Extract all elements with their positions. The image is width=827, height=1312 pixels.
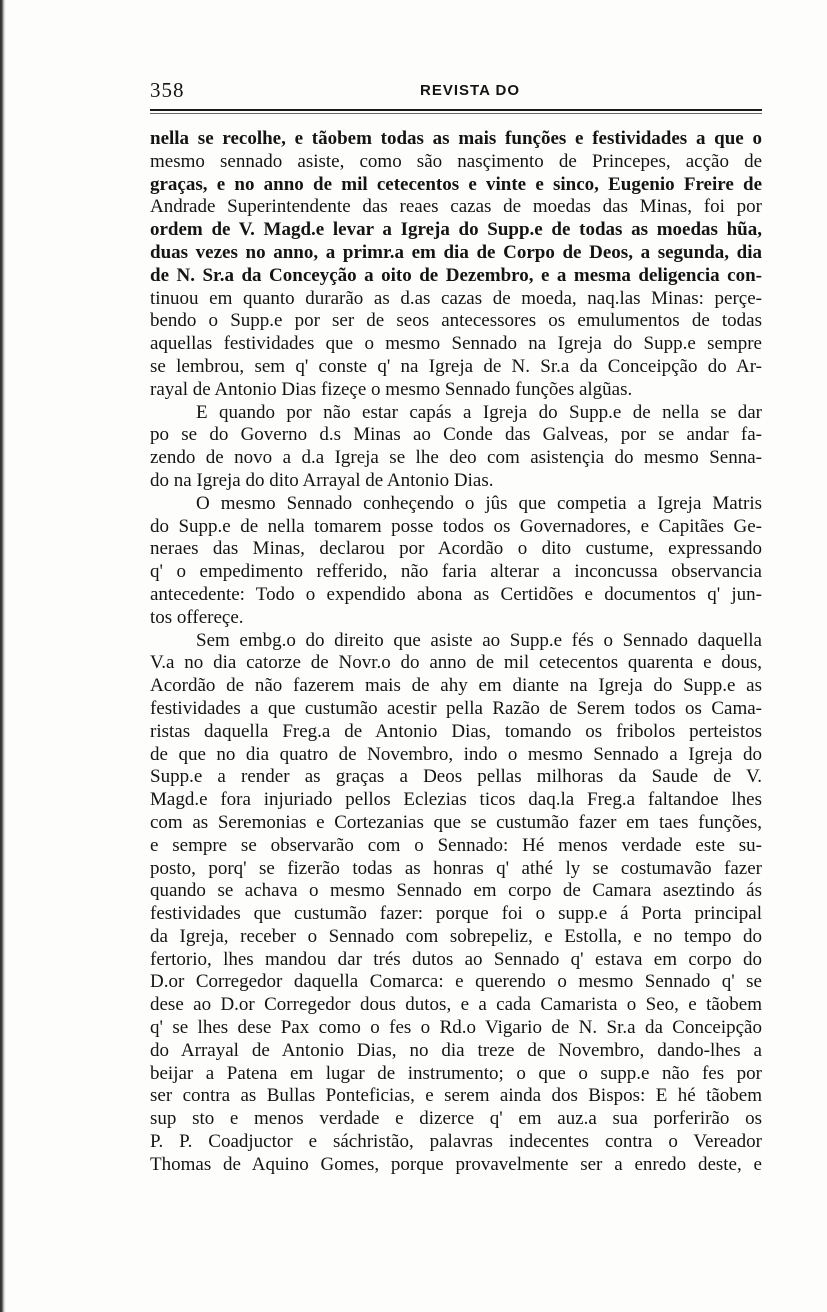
text-line: aquellas festividades que o mesmo Sennado na Igreja do Supp.e sempre (150, 333, 762, 355)
text-line: tinuou em quanto durarão as d.as cazas de moeda, naq.las Minas: perçe- (150, 287, 762, 309)
text-line: com as Seremonias e Cortezanias que se custumão fazer em taes funções, (150, 811, 762, 833)
text-line: Thomas de Aquino Gomes, porque provavelmente ser a enredo deste, e (150, 1153, 762, 1175)
text-line: do Arrayal de Antonio Dias, no dia treze de Novembro, dando-lhes a (150, 1039, 762, 1061)
text-line: mesmo sennado asiste, como são nasçimento de Princepes, acção de (150, 150, 762, 172)
text-line: antecedente: Todo o expendido abona as Certidões e documentos q' jun- (150, 583, 762, 605)
text-line: fertorio, lhes mandou dar trés dutos ao Sennado q' estava em corpo do (150, 948, 762, 970)
text-line: quando se achava o mesmo Sennado em corpo de Camara aseztindo ás (150, 880, 762, 902)
text-line: D.or Corregedor daquella Comarca: e querendo o mesmo Sennado q' se (150, 971, 762, 993)
text-line: posto, porq' se fizerão todas as honras q' athé ly se costumavão fazer (150, 857, 762, 879)
text-line: bendo o Supp.e por ser de seos antecessores os emulumentos de todas (150, 310, 762, 332)
text-line: festividades que custumão fazer: porque foi o supp.e á Porta principal (150, 903, 762, 925)
text-line: Acordão de não fazerem mais de ahy em diante na Igreja do Supp.e as (150, 675, 762, 697)
text-line: beijar a Patena em lugar de instrumento; o que o supp.e não fes por (150, 1062, 762, 1084)
text-line: graças, e no anno de mil cetecentos e vinte e sinco, Eugenio Freire de (150, 173, 762, 195)
text-line: V.a no dia catorze de Novr.o do anno de mil cetecentos quarenta e dous, (150, 652, 762, 674)
text-line: duas vezes no anno, a primr.a em dia de Corpo de Deos, a segunda, dia (150, 241, 762, 263)
text-line: P. P. Coadjuctor e sáchristão, palavras indecentes contra o Vereador (150, 1131, 762, 1153)
text-line: festividades a que custumão acestir pella Razão de Serem todos os Cama- (150, 697, 762, 719)
text-line: tos offereçe. (150, 606, 244, 628)
text-line: ser contra as Bullas Ponteficias, e serem ainda dos Bispos: E hé tãobem (150, 1085, 762, 1107)
text-line: do Supp.e de nella tomarem posse todos os Governadores, e Capitães Ge- (150, 515, 762, 537)
text-line: nella se recolhe, e tãobem todas as mais funções e festividades a que o (150, 128, 762, 149)
text-line: Magd.e fora injuriado pellos Eclezias ticos daq.la Freg.a faltandoe lhes (150, 789, 762, 811)
text-line: se lembrou, sem q' conste q' na Igreja de N. Sr.a da Conceipção do Ar- (150, 355, 762, 377)
text-line: ristas daquella Freg.a de Antonio Dias, tomando os fribolos perteistos (150, 720, 762, 742)
text-line: Andrade Superintendente das reaes cazas de moedas das Minas, foi por (150, 196, 762, 218)
text-line: rayal de Antonio Dias fizeçe o mesmo Sennado funções algũas. (150, 378, 633, 400)
text-line: de que no dia quatro de Novembro, indo o mesmo Sennado a Igreja do (150, 743, 762, 765)
page-header (150, 78, 762, 108)
running-head: REVISTA DO (420, 82, 521, 99)
page-number: 358 (150, 78, 185, 102)
text-line: e sempre se observarão com o Sennado: Hé menos verdade este su- (150, 834, 762, 856)
text-line: ordem de V. Magd.e levar a Igreja do Supp.e de todas as moedas hũa, (150, 219, 762, 241)
binding-edge (0, 0, 6, 1312)
text-line: do na Igreja do dito Arrayal de Antonio Dias. (150, 469, 494, 491)
text-line: q' se lhes dese Pax como o fes o Rd.o Vigario de N. Sr.a da Conceipção (150, 1017, 762, 1039)
text-line: neraes das Minas, declarou por Acordão o dito custume, expressando (150, 538, 762, 560)
text-line: da Igreja, receber o Sennado com sobrepeliz, e Estolla, e no tempo do (150, 925, 762, 947)
text-line: q' o empedimento refferido, não faria alterar a inconcussa observancia (150, 561, 762, 583)
header-rule-inner (150, 113, 762, 114)
text-line: po se do Governo d.s Minas ao Conde das Galveas, por se andar fa- (150, 424, 762, 446)
text-line: zendo de novo a d.a Igreja se lhe deo com asistençia do mesmo Senna- (150, 447, 762, 469)
text-line: de N. Sr.a da Conceyção a oito de Dezembro, e a mesma deligencia con- (150, 264, 762, 286)
body-text (150, 128, 762, 1177)
text-line: O mesmo Sennado conheçendo o jûs que competia a Igreja Matris (196, 492, 762, 514)
text-line: E quando por não estar capás a Igreja do Supp.e de nella se dar (196, 401, 762, 423)
text-line: Supp.e a render as graças a Deos pellas milhoras da Saude de V. (150, 766, 762, 788)
text-line: sup sto e menos verdade e dizerce q' em auz.a sua porferirão os (150, 1108, 762, 1130)
text-line: Sem embg.o do direito que asiste ao Supp.e fés o Sennado daquella (196, 629, 762, 651)
text-line: dese ao D.or Corregedor dous dutos, e a cada Camarista o Seo, e tãobem (150, 994, 762, 1016)
